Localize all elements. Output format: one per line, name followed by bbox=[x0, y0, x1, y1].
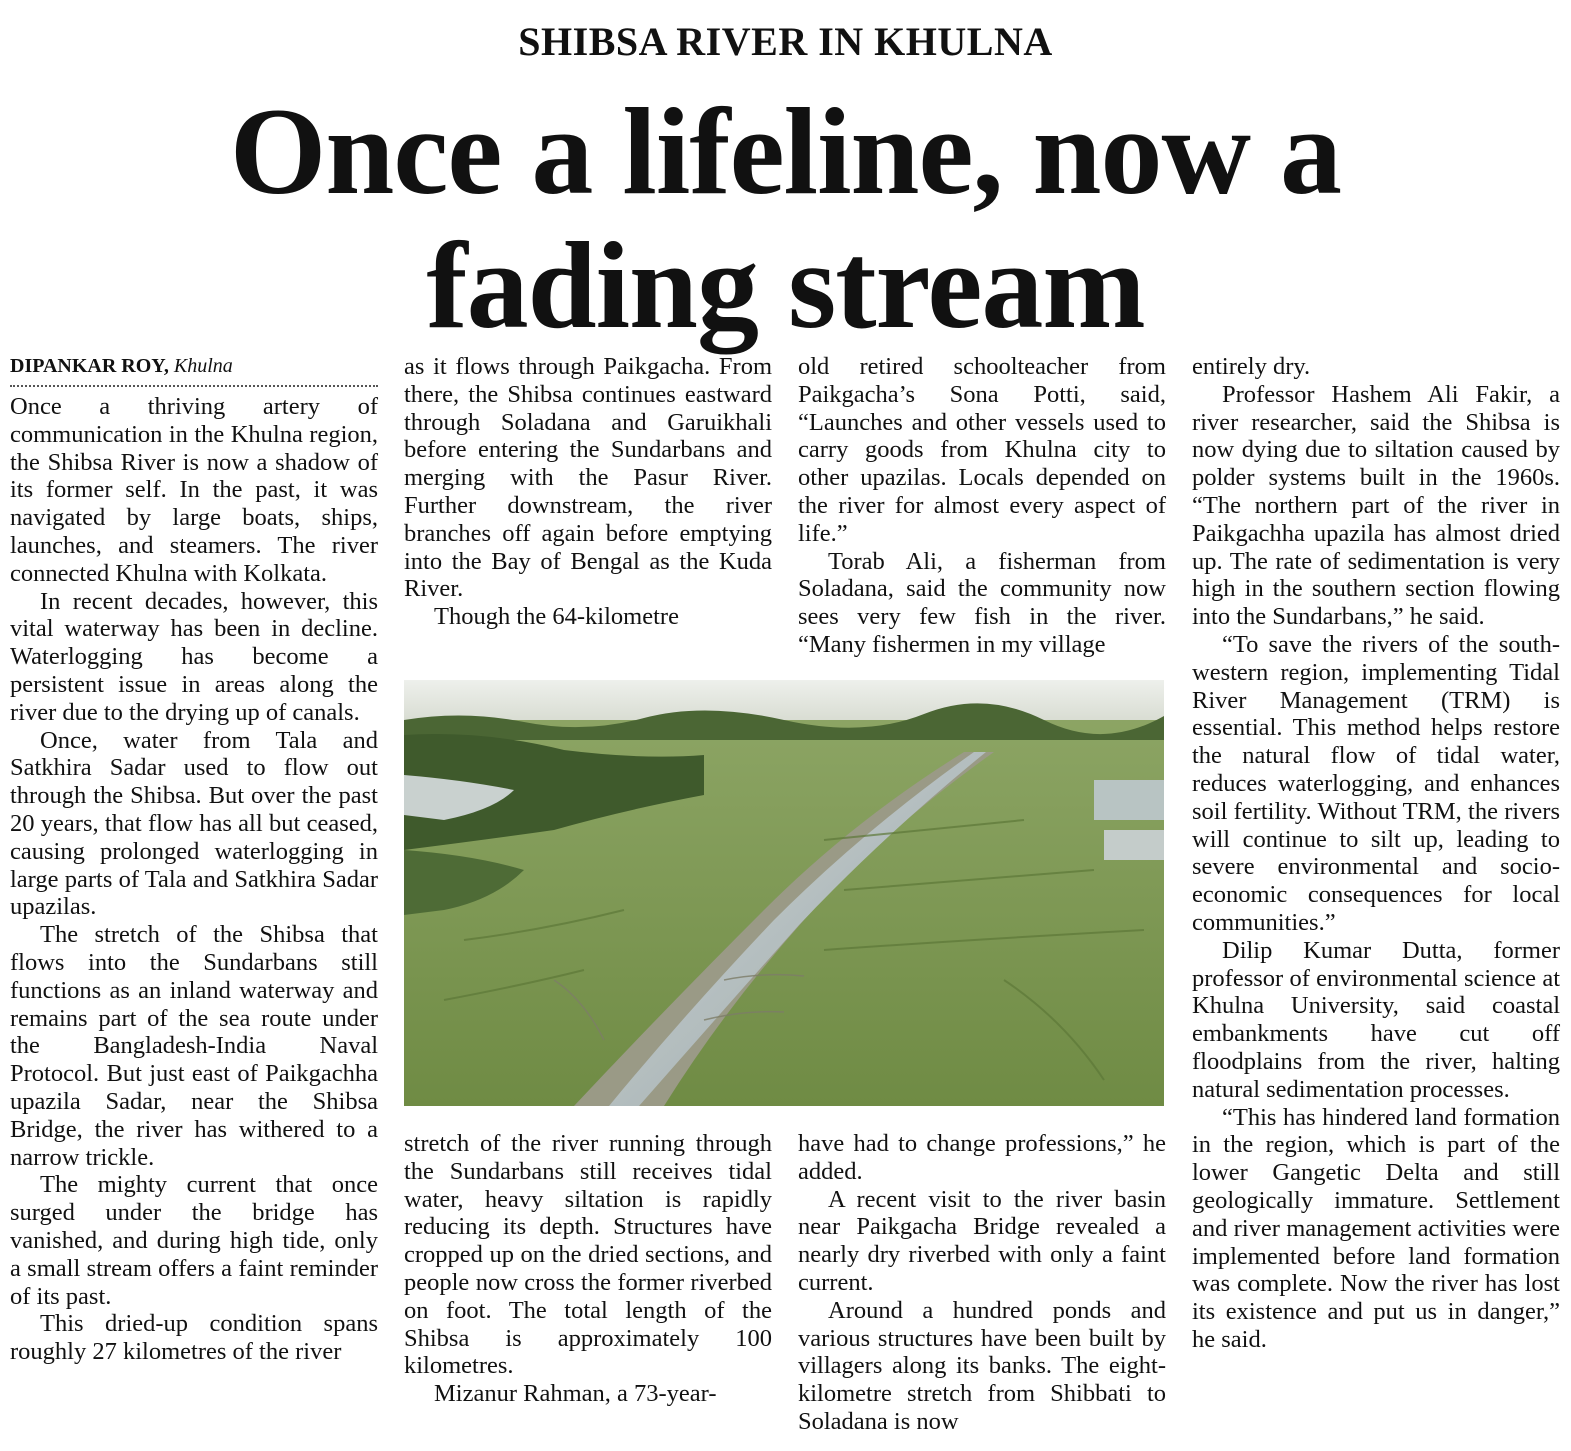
paragraph: Professor Hashem Ali Fakir, a river researcher, said the Shibsa is now dying due to siltation caused by polder systems built in the 1960s. “The northern part of the river in Paikgachha upazila has almost dried up. The rate of sedimentation is very high in the southern section flowing into the Sundarbans,” he said. bbox=[1192, 380, 1560, 631]
headline-line-2: fading stream bbox=[426, 216, 1145, 354]
paragraph: Once, water from Tala and Satkhira Sadar used to flow out through the Shibsa. But over the past 20 years, that flow has all but ceased, causing prolonged waterlogging in large parts of Tala and Satkhira Sadar upazilas. bbox=[10, 726, 378, 921]
aerial-river-illustration bbox=[404, 680, 1164, 1106]
aerial-river-photo bbox=[404, 680, 1164, 1106]
paragraph: This dried-up condition spans roughly 27 kilometres of the river bbox=[10, 1310, 378, 1366]
byline bbox=[10, 353, 378, 387]
column-3-top bbox=[798, 353, 1166, 659]
kicker: SHIBSA RIVER IN KHULNA bbox=[518, 19, 1053, 64]
paragraph: Though the 64-kilometre bbox=[434, 603, 679, 631]
byline-author: DIPANKAR ROY, bbox=[10, 355, 169, 377]
byline-place: Khulna bbox=[173, 355, 233, 377]
paragraph: “This has hindered land formation in the region, which is part of the lower Gangetic Delta and still geologically immature. Settlement and river management activities were implemented before land formation was complete. Now the river has lost its existence and put us in danger,” he said. bbox=[1192, 1103, 1560, 1353]
paragraph: stretch of the river running through the Sundarbans still receives tidal water, heavy siltation is rapidly reducing its depth. Structures have cropped up on the dried sections, and people now cross the former riverbed on foot. The total length of the Shibsa is approximately 100 kilometres. bbox=[404, 1130, 772, 1380]
paragraph: Mizanur Rahman, a 73-year- bbox=[434, 1380, 717, 1408]
column-2-top bbox=[404, 353, 772, 631]
column-1 bbox=[10, 353, 378, 1366]
paragraph: entirely dry. bbox=[1192, 353, 1311, 380]
column-2-bottom bbox=[404, 1130, 772, 1408]
headline-line-1: Once a lifeline, now a bbox=[229, 83, 1342, 220]
column-4 bbox=[1192, 353, 1560, 1354]
paragraph: “To save the rivers of the south-western region, implementing Tidal River Management (TRM) is essential. This method helps restore the natural flow of tidal water, reduces waterlogging, and enhances soil fertility. Without TRM, the rivers will continue to silt up, leading to severe environmental and socio-economic consequences for local communities.” bbox=[1192, 630, 1560, 936]
paragraph: A recent visit to the river basin near Paikgacha Bridge revealed a nearly dry riverbed with only a faint current. bbox=[798, 1185, 1166, 1296]
column-3-bottom bbox=[798, 1130, 1166, 1436]
paragraph: Once a thriving artery of communication in the Khulna region, the Shibsa River is now a shadow of its former self. In the past, it was navigated by large boats, ships, launches, and steamers. The river connected Khulna with Kolkata. bbox=[10, 393, 378, 587]
paragraph: as it flows through Paikgacha. From there, the Shibsa continues eastward through Soladana and Garuikhali before entering the Sundarbans and merging with the Pasur River. Further downstream, the river branches off again before emptying into the Bay of Bengal as the Kuda River. bbox=[404, 353, 772, 603]
paragraph: Torab Ali, a fisherman from Soladana, said the community now sees very few fish in the river. “Many fishermen in my village bbox=[798, 547, 1166, 658]
paragraph: In recent decades, however, this vital waterway has been in decline. Waterlogging has become a persistent issue in areas along the river due to the drying up of canals. bbox=[10, 587, 378, 726]
paragraph: Dilip Kumar Dutta, former professor of environmental science at Khulna University, said coastal embankments have cut off floodplains from the river, halting natural sedimentation processes. bbox=[1192, 936, 1560, 1103]
paragraph: have had to change professions,” he added. bbox=[798, 1130, 1166, 1185]
paragraph: The mighty current that once surged under the bridge has vanished, and during high tide, only a small stream offers a faint reminder of its past. bbox=[10, 1171, 378, 1310]
paragraph: Around a hundred ponds and various structures have been built by villagers along its banks. The eight-kilometre stretch from Shibbati to Soladana is now bbox=[798, 1296, 1166, 1435]
headline bbox=[0, 85, 1571, 353]
paragraph: The stretch of the Shibsa that flows into the Sundarbans still functions as an inland waterway and remains part of the sea route under the Bangladesh-India Naval Protocol. But just east of Paikgachha upazila Sadar, near the Shibsa Bridge, the river has withered to a narrow trickle. bbox=[10, 921, 378, 1171]
paragraph: old retired schoolteacher from Paikgacha’s Sona Potti, said, “Launches and other vessels used to carry goods from Khulna city to other upazilas. Locals depended on the river for almost every aspect of life.” bbox=[798, 353, 1166, 547]
